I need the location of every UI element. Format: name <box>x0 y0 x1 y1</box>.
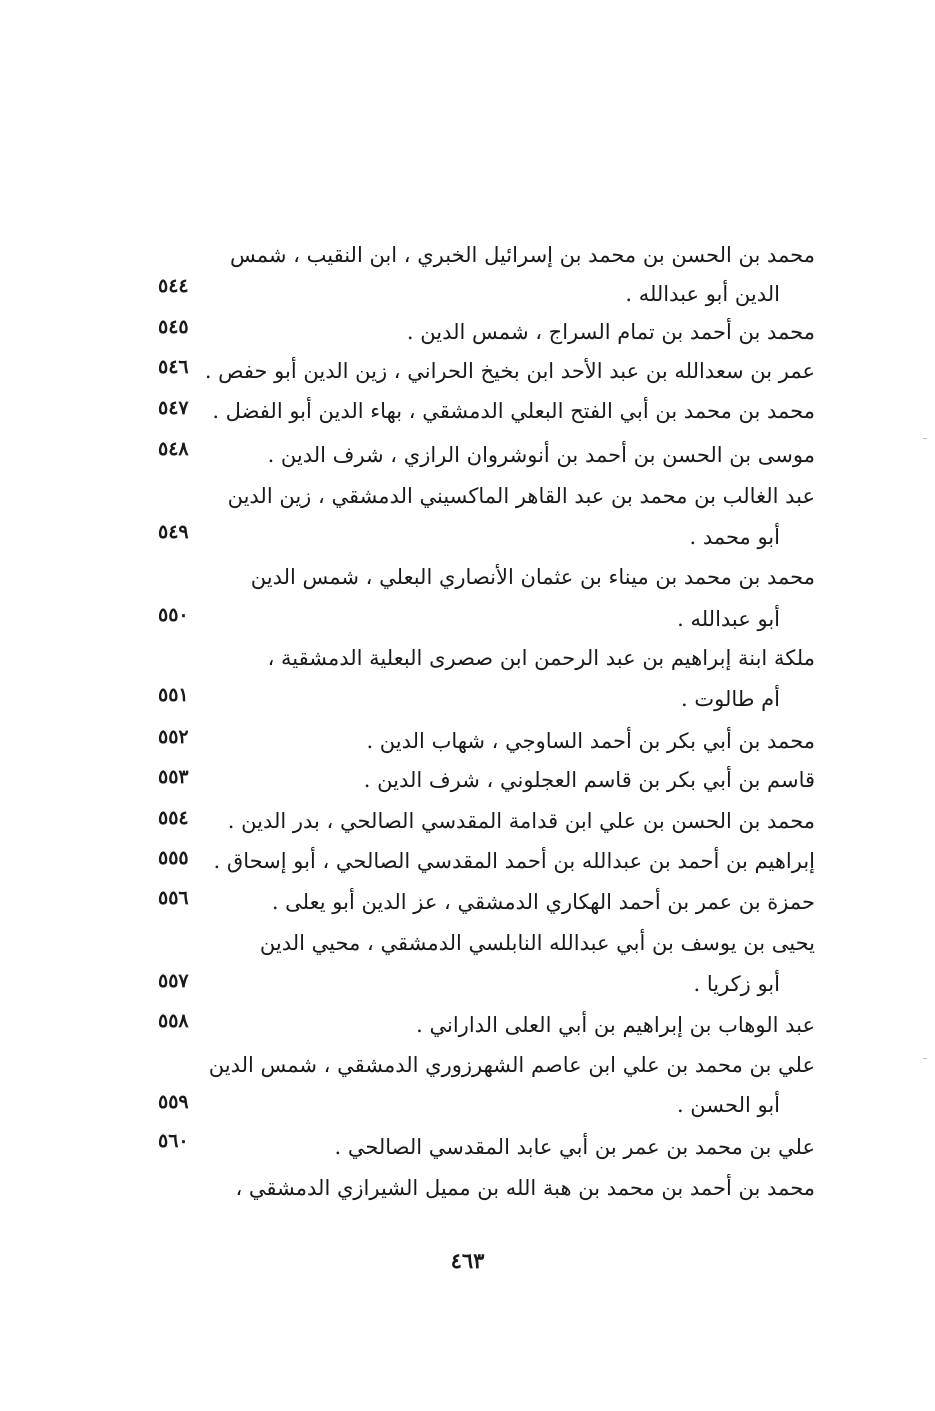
entry-number: ٥٤٦ <box>158 356 189 378</box>
entry-line: عبد الغالب بن محمد بن عبد القاهر الماكسيني الدمشقي ، زين الدين <box>227 484 815 508</box>
entry-number: ٥٥٩ <box>158 1091 189 1113</box>
entry-line: محمد بن أبي بكر بن أحمد الساوجي ، شهاب الدين . <box>366 729 815 753</box>
entry-number: ٥٤٥ <box>158 316 189 338</box>
entry-number: ٥٤٧ <box>158 397 189 419</box>
entry-number: ٥٤٤ <box>158 275 189 297</box>
entry-line-continuation: أبو محمد . <box>689 525 780 549</box>
entry-number: ٥٤٩ <box>158 521 189 543</box>
entry-line: علي بن محمد بن عمر بن أبي عابد المقدسي الصالحي . <box>334 1135 815 1159</box>
entry-number: ٥٥٨ <box>158 1010 189 1032</box>
entry-number: ٥٦٠ <box>158 1130 189 1152</box>
entry-line-continuation: الدين أبو عبدالله . <box>625 282 780 306</box>
entry-line: قاسم بن أبي بكر بن قاسم العجلوني ، شرف الدين . <box>363 768 815 792</box>
entry-number: ٥٤٨ <box>158 438 189 460</box>
entry-line: حمزة بن عمر بن أحمد الهكاري الدمشقي ، عز الدين أبو يعلى . <box>271 890 815 914</box>
entry-line: ملكة ابنة إبراهيم بن عبد الرحمن ابن صصرى البعلية الدمشقية ، <box>267 646 815 670</box>
entry-line: محمد بن أحمد بن محمد بن هبة الله بن مميل الشيرازي الدمشقي ، <box>235 1176 815 1200</box>
entry-number: ٥٥٤ <box>158 807 189 829</box>
entry-line: عمر بن سعدالله بن عبد الأحد ابن بخيخ الحراني ، زين الدين أبو حفص . <box>204 359 815 383</box>
entry-number: ٥٥٧ <box>158 970 189 992</box>
entry-line: موسى بن الحسن بن أحمد بن أنوشروان الرازي ، شرف الدين . <box>267 443 815 467</box>
entry-number: ٥٥٣ <box>158 766 189 788</box>
entry-line-continuation: أم طالوت . <box>681 687 780 711</box>
entry-line-continuation: أبو زكريا . <box>693 972 780 996</box>
entry-line: يحيى بن يوسف بن أبي عبدالله النابلسي الدمشقي ، محيي الدين <box>259 931 815 955</box>
scan-mark <box>923 438 927 439</box>
entry-line: محمد بن محمد بن ميناء بن عثمان الأنصاري البعلي ، شمس الدين <box>250 565 815 589</box>
entry-line: محمد بن أحمد بن تمام السراج ، شمس الدين . <box>406 320 815 344</box>
entry-number: ٥٥٥ <box>158 847 189 869</box>
entry-number: ٥٥٠ <box>158 604 189 626</box>
entry-line: عبد الوهاب بن إبراهيم بن أبي العلى الداراني . <box>416 1013 815 1037</box>
entry-line: محمد بن الحسن بن علي ابن قدامة المقدسي الصالحي ، بدر الدين . <box>227 809 815 833</box>
entry-line: إبراهيم بن أحمد بن عبدالله بن أحمد المقدسي الصالحي ، أبو إسحاق . <box>213 849 815 873</box>
page-number: ٤٦٣ <box>450 1248 485 1273</box>
scan-mark <box>923 1058 927 1059</box>
entry-line: محمد بن الحسن بن محمد بن إسرائيل الخبري ، ابن النقيب ، شمس <box>229 243 815 267</box>
entry-number: ٥٥٦ <box>158 887 189 909</box>
entry-number: ٥٥١ <box>158 684 189 706</box>
entry-line: محمد بن محمد بن أبي الفتح البعلي الدمشقي ، بهاء الدين أبو الفضل . <box>212 399 815 423</box>
entry-line: علي بن محمد بن علي ابن عاصم الشهرزوري الدمشقي ، شمس الدين <box>208 1053 815 1077</box>
entry-line-continuation: أبو عبدالله . <box>677 607 780 631</box>
entry-number: ٥٥٢ <box>158 726 189 748</box>
entry-line-continuation: أبو الحسن . <box>676 1093 780 1117</box>
